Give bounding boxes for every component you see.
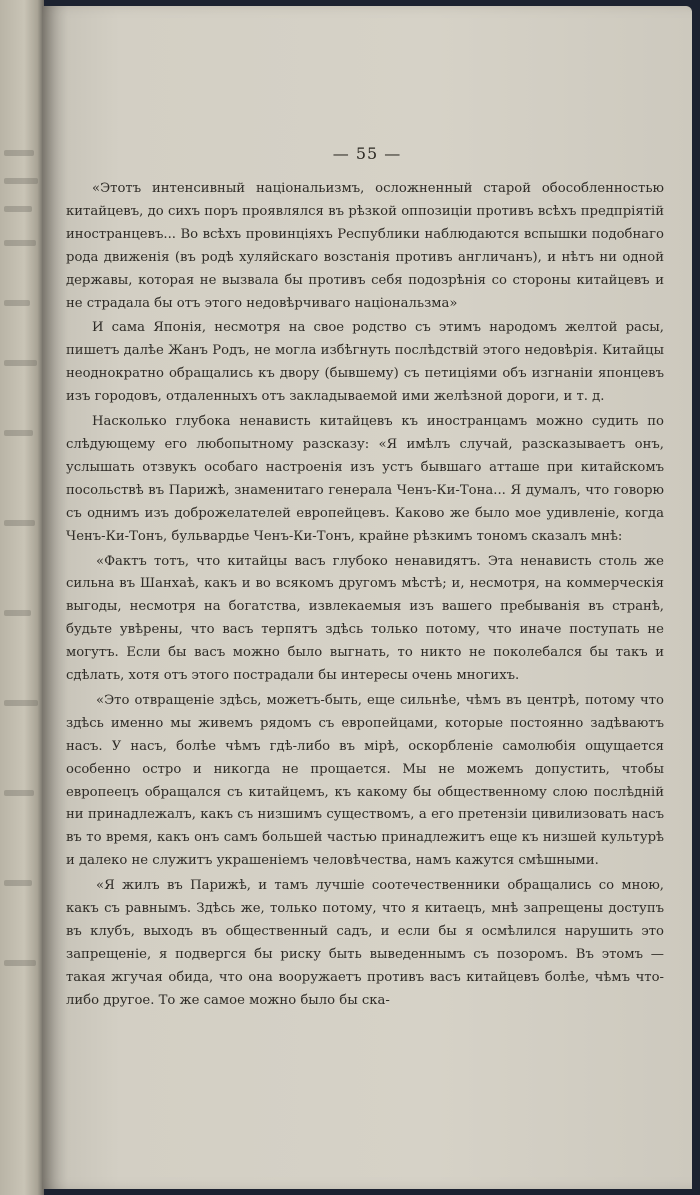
paragraph: «Я жилъ въ Парижѣ, и тамъ лучшіе соотечественники обращались со мною, какъ съ равнымъ. Здѣсь же, только потому, что я китаецъ, мнѣ запрещены доступъ въ клубъ, выходъ въ общественный садъ, и если бы я осмѣлился нарушить это запрещеніе, я подвергся бы риску быть выведеннымъ съ позоромъ. Въ этомъ — такая жгучая обида, что она вооружаетъ противъ васъ китайцевъ болѣе, чѣмъ что-либо другое. То же самое можно было бы ска-	[66, 878, 664, 1008]
page-number: — 55 —	[332, 144, 402, 163]
paragraph: «Фактъ тотъ, что китайцы васъ глубоко ненавидятъ. Эта ненависть столь же сильна въ Шанхаѣ, какъ и во всякомъ другомъ мѣстѣ; и, несмотря, на коммерческія выгоды, несмотря на богатства, извлекаемыя изъ вашего пребыванія въ странѣ, будьте увѣрены, что васъ терпятъ здѣсь только потому, что иначе поступать не могутъ. Если бы васъ можно было выгнать, то никто не поколебался бы такъ и сдѣлать, хотя отъ этого пострадали бы интересы очень многихъ.	[66, 553, 664, 684]
paragraph: И сама Японія, несмотря на свое родство съ этимъ народомъ желтой расы, пишетъ далѣе Жанъ Родъ, не могла избѣгнуть послѣдствій этого недовѣрія. Китайцы неоднократно обращались къ двору (бывшему) съ петиціями объ изгнаніи японцевъ изъ городовъ, отдаленныхъ отъ закладываемой ими желѣзной дороги, и т. д.	[66, 320, 664, 405]
previous-page-edge	[0, 0, 44, 1195]
book-page	[42, 6, 692, 1189]
body-text	[66, 178, 664, 1013]
paragraph: «Это отвращеніе здѣсь, можетъ-быть, еще сильнѣе, чѣмъ въ центрѣ, потому что здѣсь именно мы живемъ рядомъ съ европейцами, которые постоянно задѣваютъ насъ. У насъ, болѣе чѣмъ гдѣ-либо въ мірѣ, оскорбленіе самолюбія ощущается особенно остро и никогда не прощается. Мы не можемъ допустить, чтобы европеецъ обращался съ китайцемъ, къ какому бы общественному слою послѣдній ни принадлежалъ, какъ съ низшимъ существомъ, а его претензіи цивилизовать насъ въ то время, какъ онъ самъ большей частью принадлежитъ еще къ низшей культурѣ и далеко не служитъ украшеніемъ человѣчества, намъ кажутся смѣшными.	[66, 692, 664, 869]
paragraph: «Этотъ интенсивный національизмъ, осложненный старой обособленностью китайцевъ, до сихъ поръ проявлялся въ рѣзкой оппозиціи противъ всѣхъ предпріятій иностранцевъ... Во всѣхъ провинціяхъ Республики наблюдаются вспышки подобнаго рода движенія (въ родѣ хуляйскаго возстанія противъ англичанъ), и нѣтъ ни одной державы, которая не вызвала бы противъ себя подозрѣнія со стороны китайцевъ и не страдала бы отъ этого недовѣрчиваго національзма»	[66, 181, 664, 311]
paragraph: Насколько глубока ненависть китайцевъ къ иностранцамъ можно судить по слѣдующему его любопытному разсказу: «Я имѣлъ случай, разсказываетъ онъ, услышать отзвукъ особаго настроенія изъ устъ бывшаго атташе при китайскомъ посольствѣ въ Парижѣ, знаменитаго генерала Ченъ-Ки-Тона... Я думалъ, что говорю съ однимъ изъ доброжелателей европейцевъ. Каково же было мое удивленіе, когда Ченъ-Ки-Тонъ, бульвардье Ченъ-Ки-Тонъ, крайне рѣзкимъ тономъ сказалъ мнѣ:	[66, 414, 664, 544]
